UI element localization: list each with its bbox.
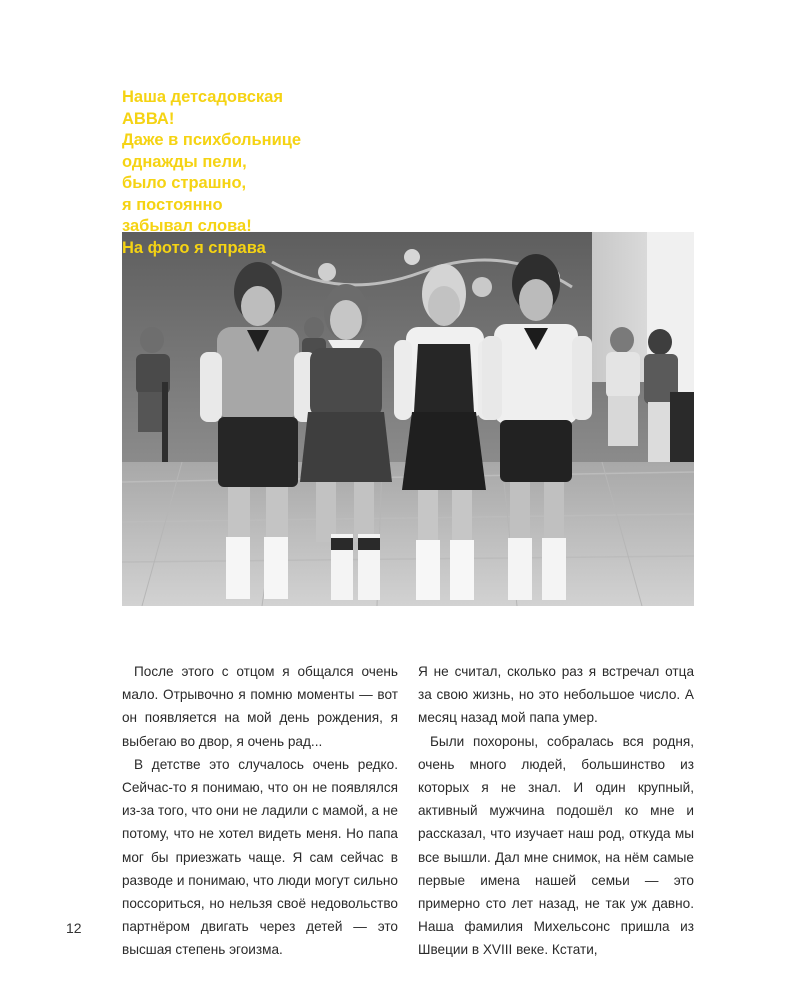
article-column-left [122, 660, 398, 962]
caption-line: Наша детсадовская [122, 88, 283, 106]
caption-line: Даже в психбольнице [122, 131, 302, 149]
caption-line: На фото я справа [122, 238, 266, 257]
caption-line: однажды пели, [122, 152, 247, 171]
article-column-right [418, 660, 694, 962]
photo-caption [122, 87, 422, 259]
article-paragraph: Были похороны, собралась вся родня, очень много людей, большинство из которых я не знал. И один крупный, активный мужчина подошёл ко мне и рассказал, что изучает наш род, откуда мы все вышли. Дал мне снимок, на нём самые первые имена нашей семьи — это примерно сто лет назад, не так уж давно. Наша фамилия Михельсонс пришла из Швеции в XVIII веке. Кстати, [418, 733, 694, 958]
page-number: 12 [66, 920, 82, 936]
caption-line: я постоянно [122, 195, 223, 214]
caption-line: АВВА! [122, 109, 175, 128]
article-paragraph: В детстве это случалось очень редко. Сейчас-то я понимаю, что он не появлялся из-за того, что они не ладили с мамой, а не потому, что не хотел видеть меня. Но папа мог бы приезжать чаще. Я сам сейчас в разводе и понимаю, что люди могут сильно поссориться, но нельзя своё недовольство партнёром двигать через детей — это высшая степень эгоизма. [122, 756, 398, 958]
caption-line: было страшно, [122, 174, 247, 192]
article-paragraph: Я не считал, сколько раз я встречал отца за свою жизнь, но это небольшое число. А месяц назад мой папа умер. [418, 664, 694, 726]
caption-line: забывал слова! [122, 217, 252, 235]
article-paragraph: После этого с отцом я общался очень мало. Отрывочно я помню моменты — вот он появляется на мой день рождения, я выбегаю во двор, я очень рад... [122, 664, 398, 749]
kindergarten-photo-illustration [122, 232, 694, 606]
kindergarten-photo [122, 232, 694, 606]
